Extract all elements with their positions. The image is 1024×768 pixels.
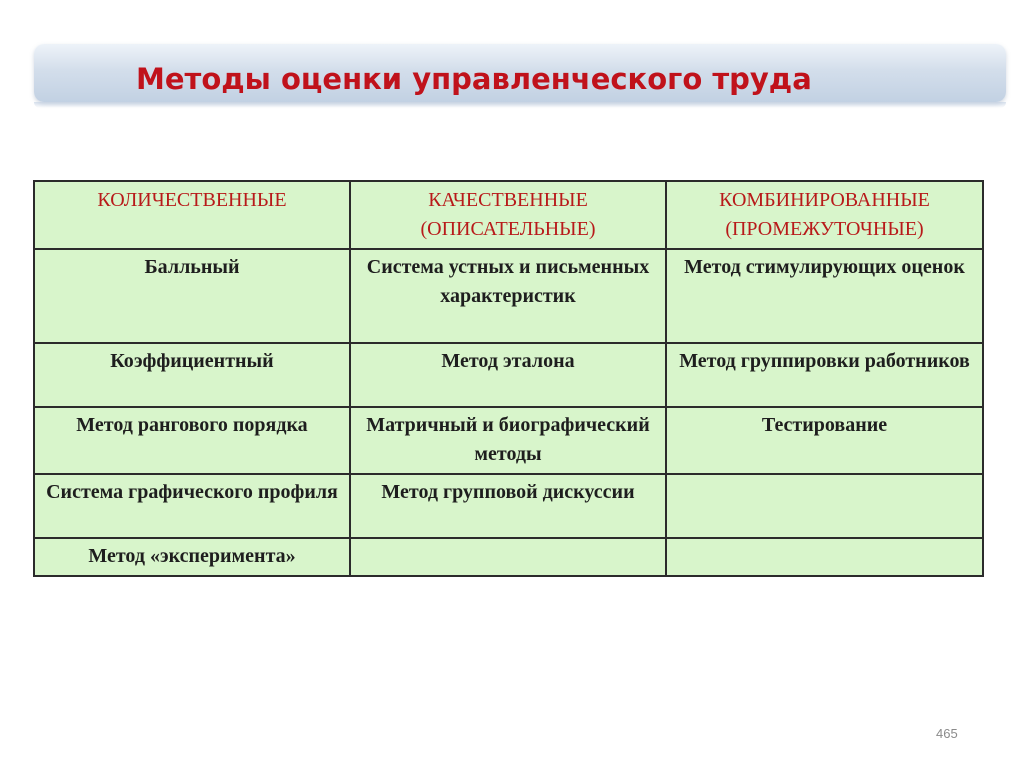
table-row [34, 343, 983, 407]
table-cell: Матричный и биографический методы [350, 407, 666, 474]
table-cell: Метод группировки работников [666, 343, 983, 407]
page-number: 465 [936, 726, 958, 741]
table-cell: Метод эталона [350, 343, 666, 407]
table-cell: Метод стимулирующих оценок [666, 249, 983, 343]
table-cell: Система устных и письменных характеристик [350, 249, 666, 343]
table-cell [350, 538, 666, 576]
table-cell: Метод «эксперимента» [34, 538, 350, 576]
table-cell: Тестирование [666, 407, 983, 474]
table-cell: Коэффициентный [34, 343, 350, 407]
table-row [34, 538, 983, 576]
header-quantitative: КОЛИЧЕСТВЕННЫЕ [34, 181, 350, 249]
table-row [34, 249, 983, 343]
methods-table [33, 180, 984, 577]
slide-title: Методы оценки управленческого труда [136, 62, 812, 96]
table-cell: Метод рангового порядка [34, 407, 350, 474]
table-cell: Система графического профиля [34, 474, 350, 538]
header-qualitative: КАЧЕСТВЕННЫЕ (ОПИСАТЕЛЬНЫЕ) [350, 181, 666, 249]
table-header-row [34, 181, 983, 249]
table-cell [666, 474, 983, 538]
table-row [34, 474, 983, 538]
table-cell [666, 538, 983, 576]
table-cell: Балльный [34, 249, 350, 343]
table-cell: Метод групповой дискуссии [350, 474, 666, 538]
table-row [34, 407, 983, 474]
header-combined: КОМБИНИРОВАННЫЕ (ПРОМЕЖУТОЧНЫЕ) [666, 181, 983, 249]
